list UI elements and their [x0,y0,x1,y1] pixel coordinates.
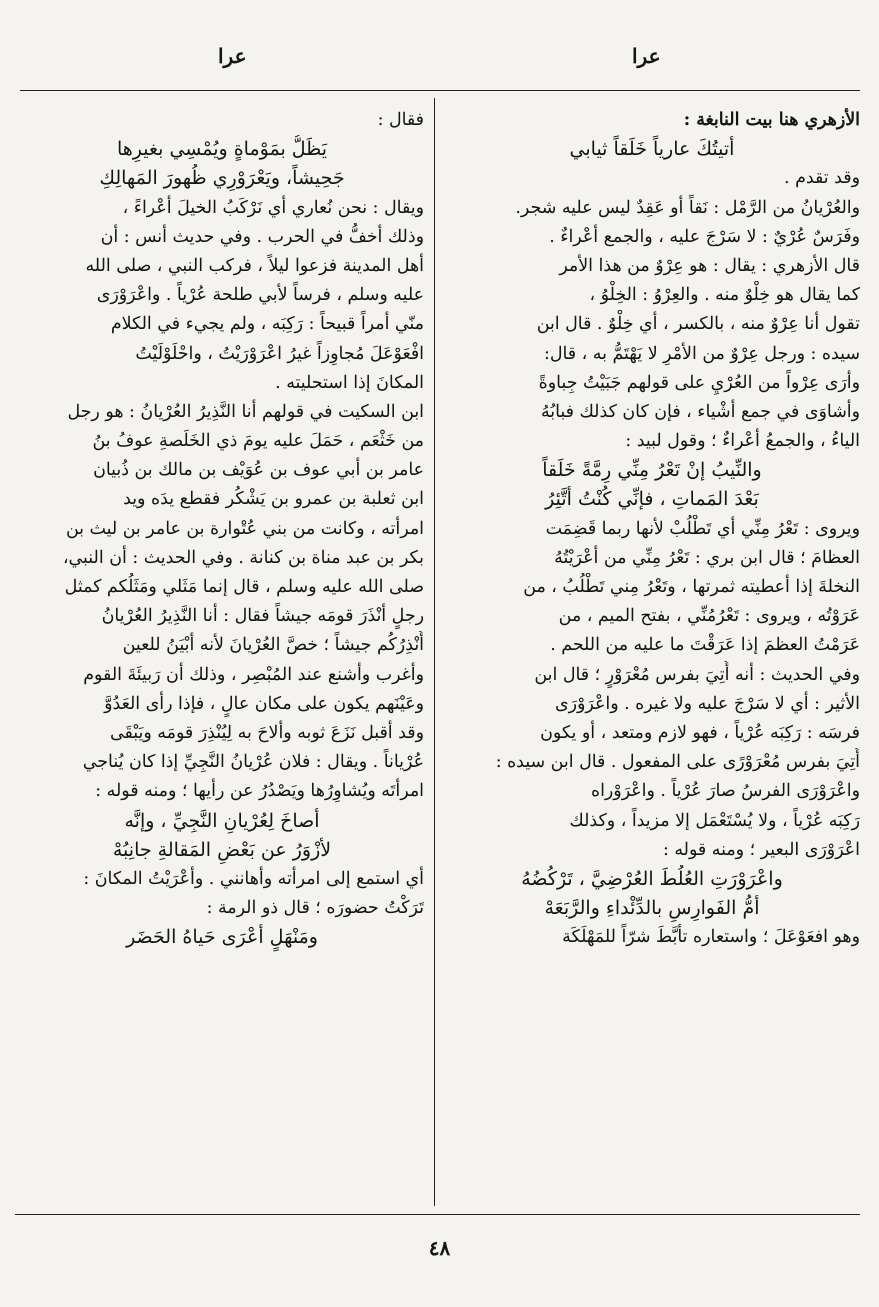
text-line: وعَيْنَهم يكون على مكان عالٍ ، فإذا رأى العَدُوَّ [104,693,424,714]
column-divider [434,98,435,1206]
text-line: فرسَه : رَكِبَه عُرْياً ، فهو لازم ومتعد ، أو يكون [540,722,860,743]
text-line: منّي أمراً قبيحاً : رَكِبَه ، ولم يجيء في الكلام [110,314,424,335]
text-line: ابن ثعلبة بن عمرو بن يَشْكُر فقطع يدَه ويد [123,489,424,510]
verse-line: ومَنْهَلٍ أعْرَى حَياهُ الحَضَر [126,926,318,949]
text-line: وأرَى عِرْواً من العُرْيِ على قولهم جَبَيْتُ جِباوةً [538,372,860,393]
text-line: وفي الحديث : أنه أُتِيَ بفرس مُعْرَوْرٍ ؛ قال ابن [534,664,860,685]
verse-line: أتيتُكَ عارياً خَلَقاً ثيابي [569,138,735,161]
text-line: الياءُ ، والجمعُ أعْراءٌ ؛ وقول لبيد : [625,431,860,452]
text-line: وهو افعَوْعَلَ ؛ واستعاره تأبَّطَ شرّاً للمَهْلَكَة [562,927,860,948]
right-column [444,106,860,952]
footer-rule [15,1214,860,1215]
text-line: واعْرَوْرَى الفرسُ صارَ عُرْياً . واعْرَوْراه [590,781,860,802]
verse-line: جَحِيشاً، ويَعْرَوْرِي ظُهورَ المَهالِكِ [99,167,345,190]
verse-line: أصاخَ لِعُرْيانِ النَّجِيِّ ، وإنَّه [124,809,320,832]
page-number: ٤٨ [428,1236,451,1260]
text-line: وقد أقبل نَزَعَ ثوبه وألاحَ به لِيُنْذِرَ قومَه ويَبْقَى [110,722,424,743]
verse-line: يَظَلُّ بمَوْماةٍ ويُمْسِي بغيرِها [116,138,328,161]
text-line: عامر بن أبي عوف بن عُوَيْف بن مالك بن ذُبيان [93,460,424,481]
text-line: النخلةَ إذا أعطيته ثمرتها ، وتَعْرُ مِني تَطْلُبُ ، من [523,577,860,597]
text-line: أهل المدينة فزعوا ليلاً ، فركب النبي ، صلى الله [85,255,424,276]
header-rule [20,90,860,91]
verse-line: أُمُّ الفَوارِسِ بالدِّئْداءِ والرَّبَعَهْ [544,897,760,920]
text-line: اعْرَوْرَى البعير ؛ ومنه قوله : [662,839,860,860]
running-header-right: عرا [632,44,661,68]
text-line: قال الأزهري : يقال : هو عِرْوٌ من هذا الأمر [559,255,860,276]
text-line: والعُرْيانُ من الرَّمْل : نَقاً أو عَقِدٌ ليس عليه شجر. [515,197,860,218]
text-line: وأشاوَى في جمع أشْياء ، فإن كان كذلك فبابُهُ [540,401,860,422]
text-line: تَرَكْتُ حضورَه ؛ قال ذو الرمة : [206,898,424,919]
text-line: ويروى : تَعْرُ مِنِّي أي تَطْلُبْ لأنها ربما قَضِمَت [545,518,860,539]
verse-line: لأزْوَرُ عن بَعْضِ المَقالةِ جانِبُهْ [112,838,332,861]
text-line: أُنْذِرُكُم جيشاً ؛ خصَّ العُرْيانَ لأنه أبْيَنُ للعين [122,635,424,656]
text-line: رَكِبَه عُرْياً ، ولا يُسْتَعْمَل إلا مزيداً ، وكذلك [569,810,860,831]
text-line: فقال : [377,110,424,130]
text-line: الأزهري هنا بيت النابغة : [683,110,860,130]
text-line: ابن السكيت في قولهم أنا النَّذِيرُ العُرْيانُ : هو رجل [67,401,424,422]
text-line: الأثير : أي لا سَرْجَ عليه ولا غيره . واعْرَوْرَى [554,693,860,714]
text-line: امرأتَه ويُشاوِرُها ويَصْدُرُ عن رأيها ؛ ومنه قوله : [95,781,424,802]
text-line: عليه وسلم ، فرساً لأبي طلحة عُرْياً . واعْرَوْرَى [96,285,424,306]
verse-line: بَعْدَ المَماتِ ، فإنِّي كُنْتُ أتَّئِرُ [545,488,759,511]
running-header-left: عرا [218,44,247,68]
text-line: عَرَوْتُه ، ويروى : تَعْرُمُنِّي ، بفتح الميم ، من [558,606,860,627]
text-line: المكانَ إذا استحليته . [275,372,424,393]
text-line: كما يقال هو خِلْوٌ منه . والعِرْوُ : الخِلْوُ ، [589,285,860,306]
text-line: من خَثْعَم ، حَمَلَ عليه يومَ ذي الخَلَصةِ عوفُ بنُ [92,431,424,452]
text-line: افْعَوْعَلَ مُجاوِزاً غيرُ اعْرَوْرَيْتُ ، واحْلَوْلَيْتُ [135,343,424,364]
text-line: ويقال : نحن نُعاري أي نَرْكَبُ الخيلَ أعْراءً ، [122,197,424,218]
text-line: بكر بن عبد مناة بن كنانة . وفي الحديث : أن النبي، [62,547,424,568]
text-line: وقد تقدم . [784,168,860,189]
text-line: وأغرب وأشنع عند المُبْصِر ، وذلك أن رَبيئَةَ القوم [83,664,424,685]
text-line: رجلٍ أنْذَرَ قومَه جيشاً فقال : أنا النَّذِيرُ العُرْيانُ [101,606,424,627]
text-line: عُرْياناً . ويقال : فلان عُرْيانُ النَّجِيِّ إذا كان يُناجي [82,752,424,773]
verse-line: واعْرَوْرَتِ العُلُطَ العُرْضِيَّ ، تَرْكُضُهُ [521,867,783,890]
text-line: وذلك أخفُّ في الحرب . وفي حديث أنس : أن [100,226,424,247]
text-line: تقول أنا عِرْوٌ منه ، بالكسر ، أي خِلْوٌ . قال ابن [536,314,860,335]
text-line: وفَرَسٌ عُرْيٌ : لا سَرْجَ عليه ، والجمع أعْراءٌ . [549,226,860,247]
verse-line: والنِّيبُ إنْ تَعْرُ مِنِّي رِمَّةً خَلَقاً [542,459,762,482]
text-line: امرأته ، وكانت من بني عُتْوارة بن عامر بن ليث بن [65,518,424,539]
text-line: سيده : ورجل عِرْوٌ من الأمْرِ لا يَهْتَمُّ به ، قال: [544,343,860,364]
left-column [20,106,424,952]
text-line: أُتِيَ بفرس مُعْرَوْرًى على المفعول . قال ابن سيده : [495,752,860,773]
text-line: أي استمع إلى امرأته وأهانني . وأعْرَيْتُ المكانَ : [83,868,424,889]
text-line: صلى الله عليه وسلم ، قال إنما مَثَلي ومَثَلُكم كمثل [64,577,424,597]
text-line: العظامَ ؛ قال ابن بري : تَعْرُ مِنِّي من أعْرَيْتُهُ [554,547,860,568]
text-line: عَرَمْتُ العظمَ إذا عَرَقْتَ ما عليه من اللحم . [550,635,860,656]
